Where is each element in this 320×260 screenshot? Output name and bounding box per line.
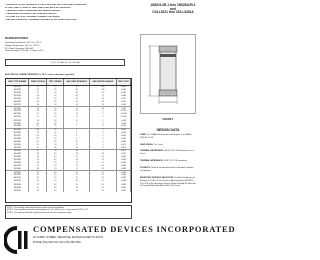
table-cell: 7	[64, 122, 90, 125]
table-cell: 5	[90, 125, 116, 128]
feature-item: • LEADLESS PACKAGE FOR SURFACE MOUNT	[5, 13, 57, 16]
table-row	[6, 189, 131, 192]
column-header: TEMP COEFF	[116, 79, 130, 86]
table-cell: 20	[47, 104, 64, 107]
table-cell: 1N5240B	[6, 143, 29, 146]
table-cell: 2.8	[29, 95, 47, 98]
table-cell: 20	[47, 86, 64, 89]
table-cell: 1N5229B	[6, 110, 29, 113]
table-cell: 1N5255B	[6, 189, 29, 192]
table-cell: 1N5252B	[6, 180, 29, 183]
table-cell: 7.5	[29, 131, 47, 134]
table-cell: 13	[29, 153, 47, 156]
table-cell: +/-0.030	[116, 116, 130, 119]
table-cell: 20	[47, 92, 64, 95]
table-cell: 0.1	[90, 174, 116, 177]
feature-item: • 0.5 AND 0.25 VOLT NOMINAL ZENER VOLTAGES	[5, 16, 60, 19]
table-cell: 30	[64, 89, 90, 92]
table-cell: 1N5236B	[6, 131, 29, 134]
table-cell: 3.0	[29, 98, 47, 101]
table-cell: -0.085	[116, 86, 130, 89]
design-data-text: (ZθJC) 35 °C/W maximum	[163, 160, 187, 162]
table-cell: +0.086	[116, 174, 130, 177]
table-cell: 21	[64, 168, 90, 171]
design-data-item	[140, 167, 196, 173]
design-data-text: Tin / Lead	[153, 144, 163, 146]
table-cell: +0.085	[116, 168, 130, 171]
table-cell: 16	[29, 162, 47, 165]
table-cell: 10	[64, 140, 90, 143]
design-data-text: The Axial Coefficient of Expansion (COE) Of this Device is Approximately ±6PPM/°C. The COE of the Mounting Surface System Should Be Selected To Provide A Suitable Match With This Device.	[140, 177, 196, 188]
table-cell: 75	[90, 95, 116, 98]
table-cell: +0.088	[116, 180, 130, 183]
table-cell: 33	[64, 180, 90, 183]
rating-line: Storage Temperature: -65°C to +175°C	[5, 44, 40, 47]
table-cell: 20	[47, 113, 64, 116]
table-cell: 1N5221B	[6, 86, 29, 89]
table-cell: 11	[29, 146, 47, 149]
table-cell: 0.1	[90, 183, 116, 186]
cathode-band	[160, 54, 176, 57]
table-cell: +0.087	[116, 177, 130, 180]
table-cell: 8.2	[29, 134, 47, 137]
table-cell: 5	[90, 110, 116, 113]
table-cell: 25	[29, 183, 47, 186]
table-cell: 9.5	[47, 153, 64, 156]
table-cell: 15	[29, 159, 47, 162]
table-cell: 1N5250B	[6, 174, 29, 177]
design-data-text: Diode to be operated with the banded (cathode) end positive.	[140, 167, 194, 172]
table-cell: 20	[47, 128, 64, 131]
table-cell: +0.045	[116, 125, 130, 128]
table-cell: -0.075	[116, 98, 130, 101]
table-cell: 10	[90, 107, 116, 110]
table-cell: 0.1	[90, 177, 116, 180]
table-cell: 19	[64, 113, 90, 116]
table-cell: 1N5238B	[6, 137, 29, 140]
design-data-heading: DESIGN DATA	[156, 128, 180, 132]
logo-d-stem	[18, 231, 22, 249]
table-cell: 20	[47, 131, 64, 134]
table-cell: 1N5254B	[6, 186, 29, 189]
table-cell: 15	[64, 156, 90, 159]
table-cell: 4.6	[47, 186, 64, 189]
table-cell: 2.4	[29, 86, 47, 89]
table-cell: 6	[64, 131, 90, 134]
column-header: JEDEC TYPE NUMBER	[6, 79, 29, 86]
table-cell: 5	[90, 113, 116, 116]
table-cell: 3	[90, 140, 116, 143]
table-cell: 3.9	[29, 107, 47, 110]
table-cell: +0.082	[116, 159, 130, 162]
design-data-item	[140, 144, 196, 147]
table-cell: 20	[47, 107, 64, 110]
table-cell: 20	[47, 101, 64, 104]
table-cell: 20	[29, 174, 47, 177]
table-cell: 19	[64, 165, 90, 168]
table-cell: 20	[47, 98, 64, 101]
table-cell: 1N5233B	[6, 122, 29, 125]
table-cell: 5.2	[47, 180, 64, 183]
table-cell: 1N5244B	[6, 156, 29, 159]
table-cell: 20	[47, 95, 64, 98]
table-cell: 50	[90, 98, 116, 101]
table-cell: 20	[47, 89, 64, 92]
table-cell: 23	[64, 171, 90, 174]
table-cell: 27	[29, 186, 47, 189]
table-cell: +0.079	[116, 153, 130, 156]
table-cell: 16	[64, 159, 90, 162]
package-outline-figure	[140, 34, 196, 114]
part-range-line: CDLL5221 thru CDLL5281A	[152, 10, 194, 15]
table-cell: 0.1	[90, 180, 116, 183]
company-contact: PHONE (781) 665-1071 FAX (781) 665-3330	[33, 241, 81, 244]
electrical-characteristics-table	[5, 78, 132, 203]
table-cell: 100	[90, 89, 116, 92]
table-cell: +/-0.030	[116, 113, 130, 116]
table-cell: 3	[90, 143, 116, 146]
feature-item: • TEMPERATURE COMPENSATED ZENER DIODES	[5, 10, 60, 13]
table-cell: 3	[90, 134, 116, 137]
note-line: NOTE 2: Zener impedance derived by superimposing on I_ZT a 60 Hz rms a.c. current equal to 10% of I_ZT.	[7, 209, 89, 212]
table-cell: 5.6	[29, 119, 47, 122]
table-cell: 15	[90, 104, 116, 107]
table-cell: 100	[90, 86, 116, 89]
part-range-line: and	[170, 6, 176, 11]
end-cap-top	[159, 46, 177, 52]
table-cell: +0.090	[116, 186, 130, 189]
table-cell: 1	[90, 149, 116, 152]
table-cell: 4.5	[47, 189, 64, 192]
table-cell: 22	[64, 146, 90, 149]
design-data-item	[140, 177, 196, 188]
design-data-text: DO-213AA, Hermetically sealed glass case (MELF, SOD-80, LL34)	[140, 134, 192, 139]
company-name: COMPENSATED DEVICES INCORPORATED	[33, 224, 236, 234]
table-cell: -0.060	[116, 107, 130, 110]
table-cell: +0.077	[116, 149, 130, 152]
end-cap-bottom	[159, 90, 177, 96]
rating-line: Power Derating: 3.33 mW / °C above +25°C	[5, 50, 45, 53]
table-cell: 1N5230B	[6, 113, 29, 116]
table-cell: 0.1	[90, 162, 116, 165]
table-cell: +0.068	[116, 140, 130, 143]
table-cell: 30	[64, 86, 90, 89]
table-cell: 1N5222B	[6, 89, 29, 92]
table-cell: 29	[64, 177, 90, 180]
part-number-title	[150, 4, 196, 15]
table-cell: 5.0	[47, 183, 64, 186]
table-cell: 8.5	[47, 159, 64, 162]
table-cell: +0.062	[116, 134, 130, 137]
rating-line: DC Power Dissipation: 500 mW	[5, 47, 34, 50]
design-data-label: CASE:	[140, 134, 147, 136]
table-cell: 20	[47, 134, 64, 137]
table-cell: +0.086	[116, 171, 130, 174]
logo-i-stem	[24, 231, 28, 249]
table-cell: +0.082	[116, 156, 130, 159]
table-cell: 1N5224B	[6, 95, 29, 98]
table-cell: 41	[64, 186, 90, 189]
table-cell: 25	[90, 101, 116, 104]
table-cell: 23	[64, 107, 90, 110]
design-data-label: MOUNTING SURFACE SELECTION:	[140, 177, 174, 179]
table-cell: 20	[47, 146, 64, 149]
table-body	[6, 86, 131, 193]
table-cell: 1N5223B	[6, 92, 29, 95]
part-range-line: 1N5221UR-1 thru 1N5281UR-1	[150, 3, 196, 7]
table-cell: 3	[90, 131, 116, 134]
table-cell: 3	[90, 137, 116, 140]
table-cell: 0.1	[90, 171, 116, 174]
table-cell: 7.4	[47, 165, 64, 168]
table-cell: 1N5226B	[6, 101, 29, 104]
table-cell: 4.3	[29, 110, 47, 113]
table-cell: 1N5232B	[6, 119, 29, 122]
table-cell: 20	[47, 122, 64, 125]
table-cell: 8	[64, 137, 90, 140]
table-cell: 7.0	[47, 168, 64, 171]
table-cell: 22	[64, 110, 90, 113]
table-cell: 0.5	[90, 153, 116, 156]
note-line: NOTE 1: Zener voltage measured with device junction in thermal equilibrium.	[7, 207, 65, 209]
table-cell: +/-0.055	[116, 110, 130, 113]
column-header: MAX REVERSE LEAKAGE	[90, 79, 116, 86]
feature-item: • 1N5221UR-1 thru 1N5281UR-1 AND CDLL5221 thru CDLL5281 AVAILABLE	[5, 4, 87, 6]
table-cell: 0.1	[90, 165, 116, 168]
table-cell: 6.8	[29, 128, 47, 131]
table-cell: 22	[29, 177, 47, 180]
table-cell: 1N5237B	[6, 134, 29, 137]
design-data-label: POLARITY:	[140, 167, 151, 169]
table-cell: 1N5253B	[6, 183, 29, 186]
table-cell: 1N5247B	[6, 165, 29, 168]
table-cell: 24	[29, 180, 47, 183]
table-cell: +0.083	[116, 162, 130, 165]
table-cell: 10	[29, 143, 47, 146]
table-cell: 1N5241B	[6, 146, 29, 149]
table-cell: 12	[29, 149, 47, 152]
table-cell: 1N5245B	[6, 159, 29, 162]
design-data-label: THERMAL IMPEDANCE:	[140, 160, 163, 162]
table-cell: 0.1	[90, 159, 116, 162]
table-cell: 5	[90, 119, 116, 122]
table-cell: 6.6	[47, 171, 64, 174]
column-header: MAX ZENER IMPEDANCE	[64, 79, 90, 86]
feature-item: in JAN, JANTX, JANTXV AND JANS PER MIL-PRF-19500/435	[5, 7, 71, 10]
notes-box	[5, 205, 132, 219]
design-data-text: (RθJC) 100 °C/W maximum at L = 0 inch	[140, 150, 195, 155]
table-cell: 17	[29, 165, 47, 168]
table-cell: 1N5228B	[6, 107, 29, 110]
table-cell: 24	[64, 104, 90, 107]
max-ratings-heading: MAXIMUM RATINGS	[5, 37, 28, 40]
table-cell: 17	[64, 116, 90, 119]
table-cell: 6.2	[29, 125, 47, 128]
table-cell: 1N5249B	[6, 171, 29, 174]
table-cell: 20	[47, 110, 64, 113]
design-data-label: LEAD FINISH:	[140, 144, 154, 146]
table-cell: 1N5242B	[6, 149, 29, 152]
table-cell: 19	[29, 171, 47, 174]
table-cell: 17	[64, 162, 90, 165]
table-cell: -0.065	[116, 104, 130, 107]
column-header: TEST CURRENT	[47, 79, 64, 86]
table-cell: 8.7	[29, 137, 47, 140]
design-data-item	[140, 150, 196, 156]
table-cell: 5	[90, 122, 116, 125]
feature-list	[5, 4, 133, 23]
table-cell: 3.6	[29, 104, 47, 107]
table-cell: 28	[64, 101, 90, 104]
table-cell: 35	[64, 183, 90, 186]
table-cell: +0.065	[116, 137, 130, 140]
table-cell: 5.6	[47, 177, 64, 180]
table-cell: 1N5239B	[6, 140, 29, 143]
table-cell: 1N5243B	[6, 153, 29, 156]
table-cell: -0.080	[116, 95, 130, 98]
table-cell: 13	[64, 153, 90, 156]
table-cell: 1N5225B	[6, 98, 29, 101]
table-cell: 20	[47, 116, 64, 119]
table-cell: 0.1	[90, 186, 116, 189]
table-cell: +0.075	[116, 143, 130, 146]
table-cell: 2	[90, 146, 116, 149]
table-cell: 30	[64, 95, 90, 98]
electrical-characteristics-heading: ELECTRICAL CHARACTERISTICS @ 25°C, unless otherwise specified	[5, 74, 74, 76]
table-cell: 2.5	[29, 89, 47, 92]
table-cell: +0.089	[116, 183, 130, 186]
rating-line: Operating Temperature: -65°C to +175°C	[5, 42, 42, 44]
table-cell: 4.7	[29, 113, 47, 116]
table-cell: 0.1	[90, 168, 116, 171]
table-cell: -0.080	[116, 92, 130, 95]
table-cell: 1N5235B	[6, 128, 29, 131]
table-cell: 17	[64, 143, 90, 146]
table-cell: 11	[64, 119, 90, 122]
column-header: ZENER VOLTAGE	[29, 79, 47, 86]
company-logo	[4, 225, 30, 255]
table-cell: 20	[47, 119, 64, 122]
table-cell: 6.2	[47, 174, 64, 177]
design-data-item	[140, 160, 196, 163]
table-cell: 1N5227B	[6, 104, 29, 107]
table-cell: 5.1	[29, 116, 47, 119]
table-cell: 0.1	[90, 189, 116, 192]
table-cell: 1N5246B	[6, 162, 29, 165]
table-cell: -0.085	[116, 89, 130, 92]
table-cell: 3.3	[29, 101, 47, 104]
table-cell: 8	[64, 134, 90, 137]
table-cell: 44	[64, 189, 90, 192]
table-cell: +0.084	[116, 165, 130, 168]
table-cell: +0.076	[116, 146, 130, 149]
design-data-label: THERMAL RESISTANCE:	[140, 150, 164, 152]
table-cell: 1N5248B	[6, 168, 29, 171]
table-cell: 28	[29, 189, 47, 192]
table-cell: +0.091	[116, 189, 130, 192]
table-cell: +0.058	[116, 131, 130, 134]
table-cell: 9.1	[29, 140, 47, 143]
table-cell: 1N5231B	[6, 116, 29, 119]
table-cell: 2.7	[29, 92, 47, 95]
table-cell: 7.8	[47, 162, 64, 165]
design-data-item	[140, 134, 196, 140]
forward-voltage-condition: V_F = 1.1 Volts @ I_F = 200 mA	[5, 59, 125, 66]
table-cell: 20	[47, 149, 64, 152]
table-cell: 6.0	[29, 122, 47, 125]
table-cell: 20	[47, 143, 64, 146]
table-cell: 5	[90, 116, 116, 119]
table-cell: 3	[90, 128, 116, 131]
feature-item: • METALLURGICALLY BONDED, DOUBLE PLUG CONSTRUCTION	[5, 19, 77, 22]
table-cell: 29	[64, 98, 90, 101]
table-cell: +0.038	[116, 122, 130, 125]
table-cell: 20	[47, 140, 64, 143]
table-cell: 5	[64, 128, 90, 131]
table-cell: 20	[47, 125, 64, 128]
table-cell: 14	[29, 156, 47, 159]
note-line: NOTE 3: The maximum allowable change observed over the entire temperature range.	[7, 211, 72, 214]
table-cell: +0.038	[116, 119, 130, 122]
company-address: 22 COREY STREET, MELROSE, MASSACHUSETTS 02176	[33, 236, 104, 239]
table-cell: 7	[64, 125, 90, 128]
table-cell: 1N5251B	[6, 177, 29, 180]
table-cell: -0.070	[116, 101, 130, 104]
table-cell: 18	[29, 168, 47, 171]
table-cell: 75	[90, 92, 116, 95]
table-cell: 1N5234B	[6, 125, 29, 128]
table-cell: 25	[64, 174, 90, 177]
table-cell: 30	[64, 149, 90, 152]
max-ratings-list	[5, 42, 65, 53]
table-cell: 0.1	[90, 156, 116, 159]
table-cell: 30	[64, 92, 90, 95]
table-cell: 9.0	[47, 156, 64, 159]
table-cell: +0.050	[116, 128, 130, 131]
figure-caption: FIGURE 1	[162, 118, 174, 121]
table-cell: 20	[47, 137, 64, 140]
